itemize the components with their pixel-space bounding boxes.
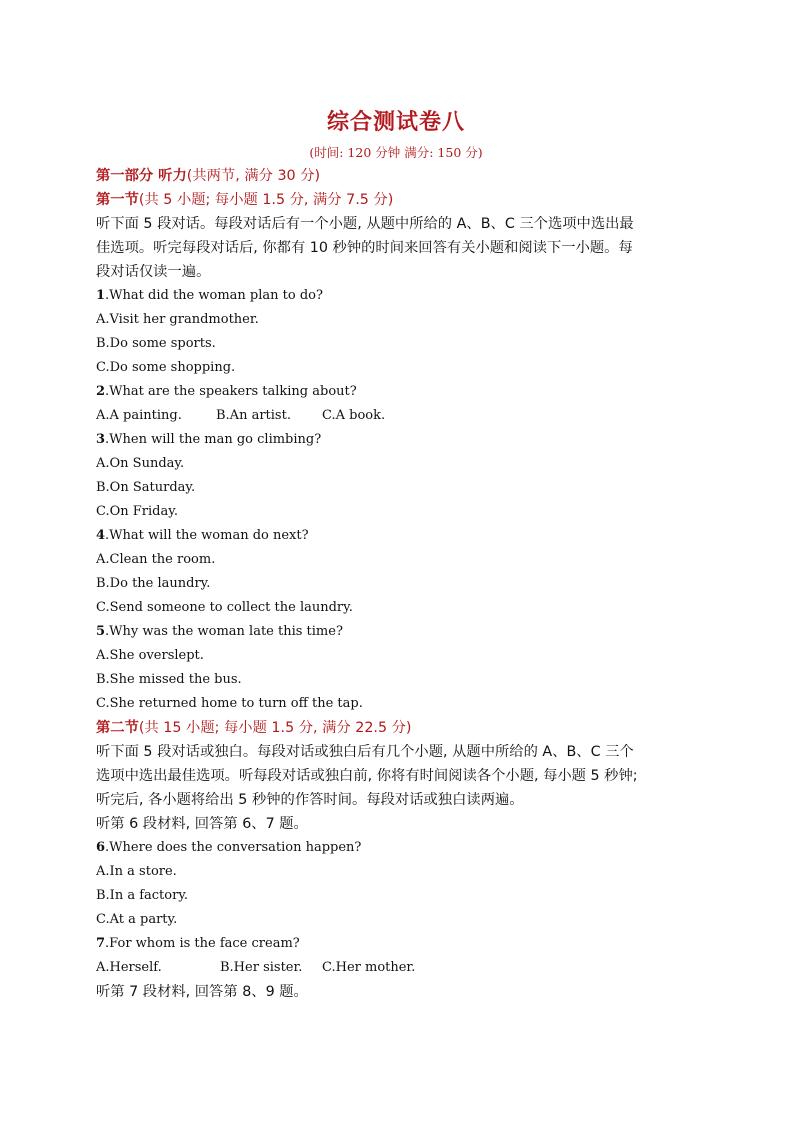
part1-label: 第一部分 听力	[96, 168, 187, 184]
question-text: .Why was the woman late this time?	[105, 624, 343, 639]
section1-detail: (共 5 小题; 每小题 1.5 分, 满分 7.5 分)	[138, 192, 394, 208]
instruction-line: 选项中选出最佳选项。听每段对话或独白前, 你将有时间阅读各个小题, 每小题 5 秒钟;	[96, 768, 638, 784]
question-text: .Where does the conversation happen?	[105, 840, 362, 855]
option: A.On Sunday.	[96, 456, 185, 471]
option: B.Do the laundry.	[96, 576, 211, 591]
part1-detail: (共两节, 满分 30 分)	[186, 168, 321, 184]
section1-heading	[96, 188, 696, 212]
instruction-line: 佳选项。听完每段对话后, 你都有 10 秒钟的时间来回答有关小题和阅读下一小题。每	[96, 240, 633, 256]
material-note: 听第 7 段材料, 回答第 8、9 题。	[96, 984, 308, 1000]
option: B.Do some sports.	[96, 336, 216, 351]
section2-label: 第二节	[96, 720, 139, 736]
question-3	[96, 428, 696, 452]
option: C.Her mother.	[322, 960, 416, 975]
question-text: .For whom is the face cream?	[105, 936, 300, 951]
option: C.Do some shopping.	[96, 360, 236, 375]
question-7	[96, 932, 696, 956]
option: A.Herself.	[96, 960, 162, 975]
option: C.On Friday.	[96, 504, 178, 519]
question-number: 2	[96, 384, 106, 399]
section2-instructions	[96, 740, 696, 812]
option: C.At a party.	[96, 912, 178, 927]
options-row	[96, 956, 696, 980]
question-4	[96, 524, 696, 548]
option: C.A book.	[322, 408, 386, 423]
option: A.In a store.	[96, 864, 177, 879]
question-1	[96, 284, 696, 308]
option: A.Clean the room.	[96, 552, 216, 567]
option: B.Her sister.	[220, 960, 303, 975]
page-title: 综合测试卷八	[326, 109, 465, 135]
option: B.An artist.	[216, 408, 291, 423]
question-number: 1	[96, 288, 106, 303]
option: A.She overslept.	[96, 648, 204, 663]
question-number: 6	[96, 840, 106, 855]
section1-label: 第一节	[96, 192, 139, 208]
question-text: .What will the woman do next?	[105, 528, 309, 543]
instruction-line: 听下面 5 段对话或独白。每段对话或独白后有几个小题, 从题中所给的 A、B、C 三个	[96, 744, 634, 760]
question-number: 4	[96, 528, 106, 543]
section2-detail: (共 15 小题; 每小题 1.5 分, 满分 22.5 分)	[138, 720, 412, 736]
part1-heading	[96, 164, 696, 188]
section1-instructions	[96, 212, 696, 284]
option: C.Send someone to collect the laundry.	[96, 600, 353, 615]
question-number: 3	[96, 432, 106, 447]
instruction-line: 听下面 5 段对话。每段对话后有一个小题, 从题中所给的 A、B、C 三个选项中选出最	[96, 216, 634, 232]
question-2	[96, 380, 696, 404]
options-row	[96, 404, 696, 428]
question-text: .What did the woman plan to do?	[105, 288, 323, 303]
question-6	[96, 836, 696, 860]
question-text: .What are the speakers talking about?	[105, 384, 357, 399]
option: C.She returned home to turn off the tap.	[96, 696, 363, 711]
material-note: 听第 6 段材料, 回答第 6、7 题。	[96, 816, 308, 832]
instruction-line: 听完后, 各小题将给出 5 秒钟的作答时间。每段对话或独白读两遍。	[96, 792, 524, 808]
instruction-line: 段对话仅读一遍。	[96, 264, 211, 280]
exam-meta: (时间: 120 分钟 满分: 150 分)	[309, 145, 483, 160]
option: A.A painting.	[96, 408, 182, 423]
question-number: 5	[96, 624, 106, 639]
option: B.In a factory.	[96, 888, 189, 903]
question-text: .When will the man go climbing?	[105, 432, 322, 447]
option: A.Visit her grandmother.	[96, 312, 259, 327]
section2-heading	[96, 716, 696, 740]
option: B.On Saturday.	[96, 480, 196, 495]
question-5	[96, 620, 696, 644]
question-number: 7	[96, 936, 106, 951]
exam-page	[96, 106, 696, 1004]
option: B.She missed the bus.	[96, 672, 242, 687]
